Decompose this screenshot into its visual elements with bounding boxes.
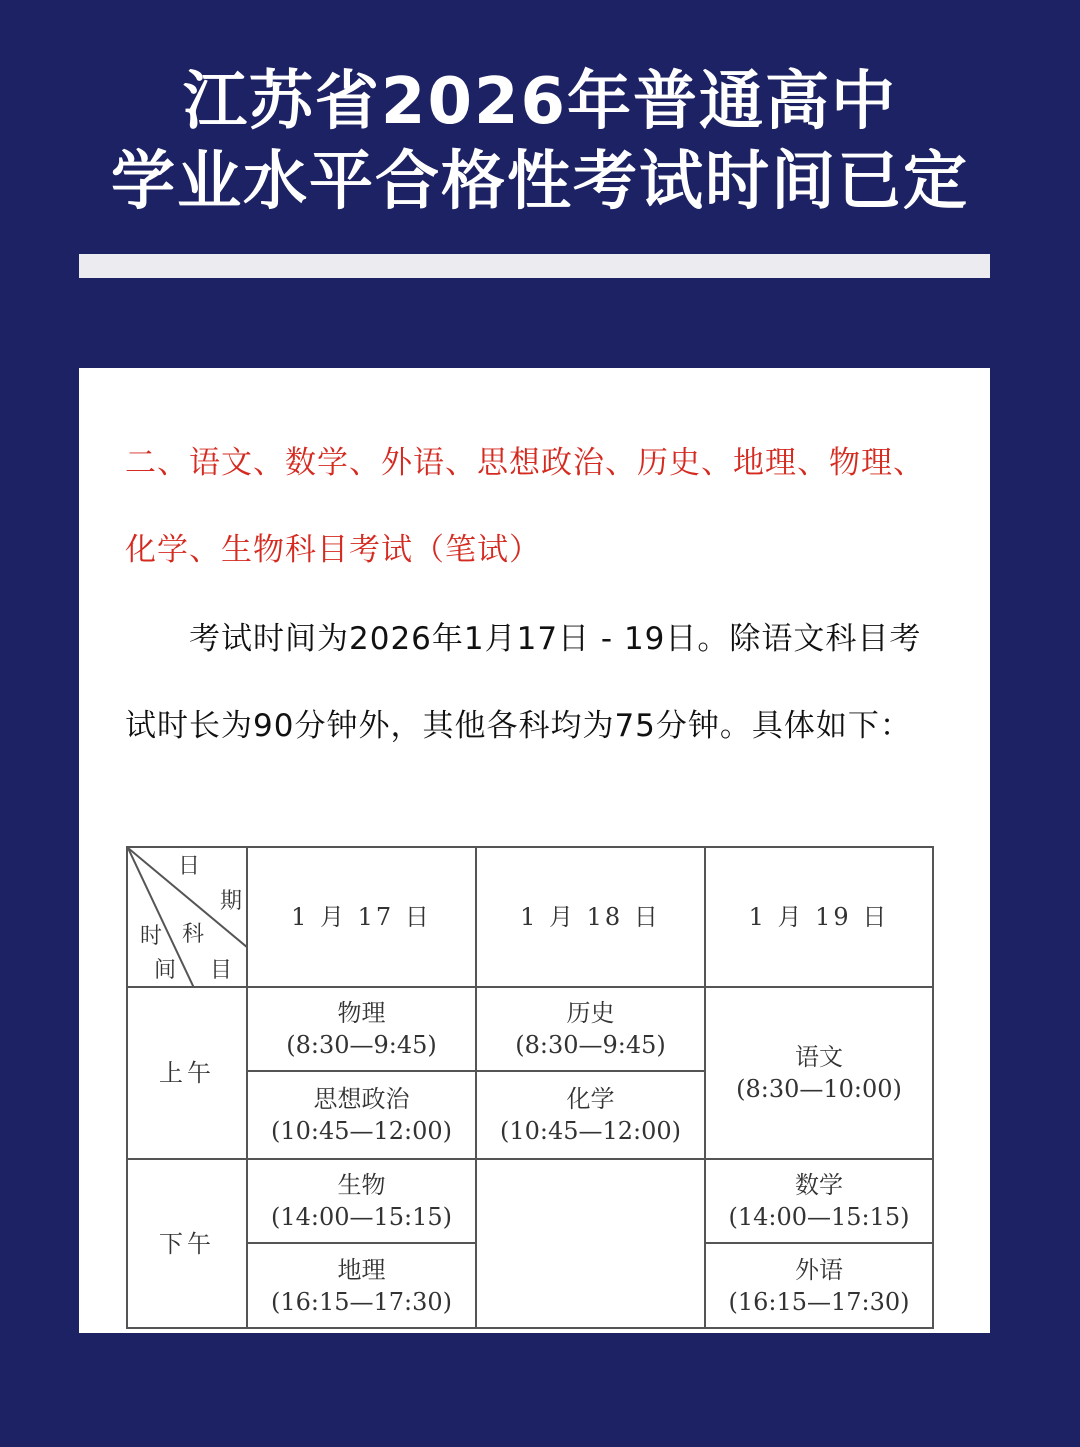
date-header-jan-17: 1 月 17 日 (247, 847, 476, 987)
subject-name: 数学 (795, 1171, 843, 1199)
subject-name: 思想政治 (313, 1085, 410, 1113)
slot-jan17-morning-2 (247, 1071, 476, 1159)
subject-name: 外语 (795, 1255, 843, 1284)
subject-time: (8:30—9:45) (286, 1031, 437, 1059)
period-morning: 上午 (127, 987, 247, 1159)
slot-jan18-afternoon-empty (476, 1159, 705, 1328)
subject-name: 历史 (566, 999, 615, 1027)
slot-jan19-afternoon-2 (705, 1243, 933, 1328)
subject-time: (8:30—10:00) (736, 1075, 902, 1103)
corner-subject-char-2: 目 (210, 958, 233, 983)
subject-name: 生物 (337, 1171, 386, 1199)
slot-jan18-morning-1 (476, 987, 705, 1071)
date-header-jan-19: 1 月 19 日 (705, 847, 933, 987)
section-heading: 二、语文、数学、外语、思想政治、历史、地理、物理、化学、生物科目考试（笔试） (125, 445, 925, 568)
corner-time-char-2: 间 (154, 958, 177, 983)
subject-time: (10:45—12:00) (270, 1117, 453, 1145)
content-card (79, 368, 990, 1333)
subject-time: (8:30—9:45) (515, 1031, 666, 1059)
table-header-row (127, 847, 933, 987)
morning-row-1 (127, 987, 933, 1071)
corner-date-char-2: 期 (220, 889, 243, 914)
subject-time: (14:00—15:15) (728, 1203, 910, 1231)
corner-header-cell (127, 847, 247, 987)
intro-paragraph (125, 596, 937, 770)
corner-date-char-1: 日 (178, 854, 201, 879)
period-afternoon: 下午 (127, 1159, 247, 1328)
afternoon-row-1 (127, 1159, 933, 1243)
subject-name: 语文 (795, 1043, 843, 1071)
headline-line-1: 江苏省2026年普通高中 (182, 65, 898, 139)
slot-jan17-morning-1 (247, 987, 476, 1071)
subject-time: (16:15—17:30) (270, 1287, 453, 1316)
subject-time: (16:15—17:30) (728, 1287, 910, 1316)
slot-jan18-morning-2 (476, 1071, 705, 1159)
slot-jan19-afternoon-1 (705, 1159, 933, 1243)
subject-name: 物理 (337, 999, 386, 1027)
subject-name: 地理 (337, 1255, 386, 1284)
date-header-jan-18: 1 月 18 日 (476, 847, 705, 987)
headline-divider (79, 254, 990, 278)
exam-schedule-table (126, 846, 934, 1329)
slot-jan17-afternoon-2 (247, 1243, 476, 1328)
slot-jan17-afternoon-1 (247, 1159, 476, 1243)
subject-time: (10:45—12:00) (499, 1117, 682, 1145)
corner-time-char-1: 时 (140, 924, 163, 949)
slot-jan19-morning (705, 987, 933, 1159)
corner-subject-char-1: 科 (182, 922, 205, 947)
headline-line-2: 学业水平合格性考试时间已定 (111, 145, 969, 219)
intro-text: 考试时间为2026年1月17日 - 19日。除语文科目考试时长为90分钟外，其他各科均为75分钟。具体如下： (125, 621, 922, 744)
page-headline (0, 62, 1080, 222)
subject-time: (14:00—15:15) (270, 1203, 453, 1231)
subject-name: 化学 (566, 1085, 615, 1113)
